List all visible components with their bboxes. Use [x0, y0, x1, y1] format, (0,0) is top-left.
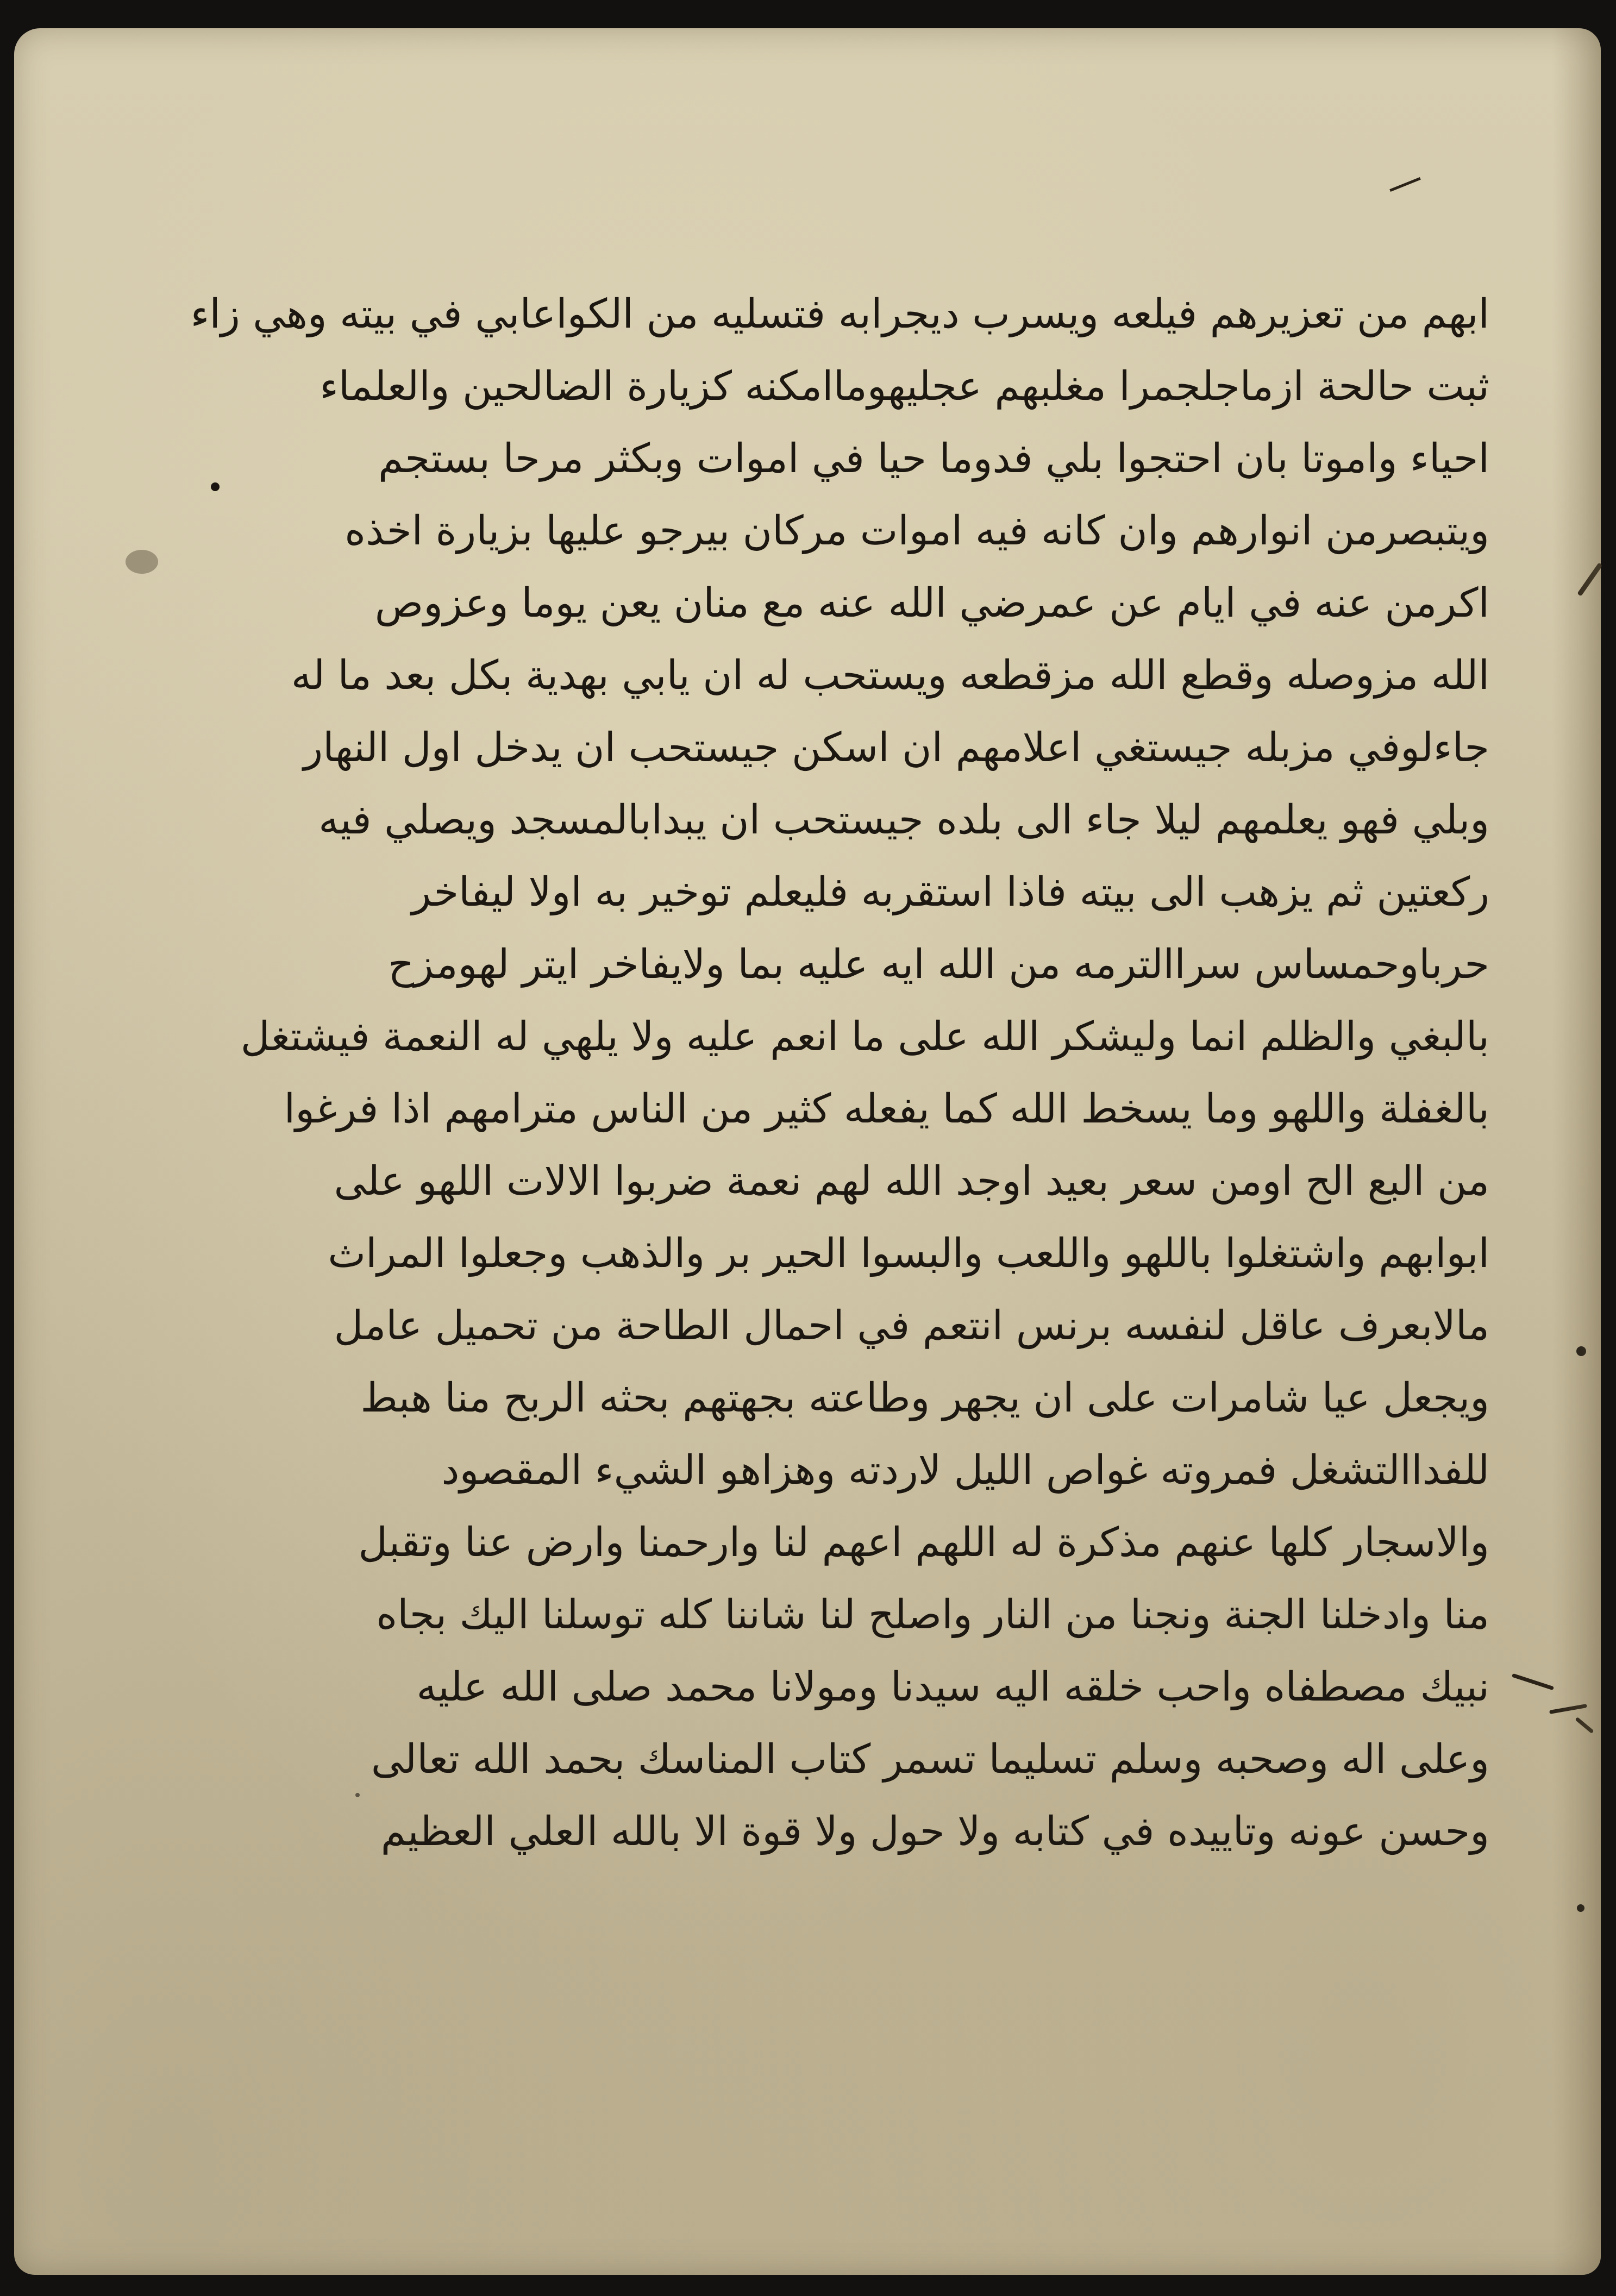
- margin-stroke: [1549, 1704, 1587, 1714]
- text-line: ركعتين ثم يزهب الى بيته فاذا استقربه فليعلم توخير به اولا ليفاخر: [411, 869, 1489, 915]
- margin-stroke: [1512, 1673, 1554, 1690]
- manuscript-page: [14, 28, 1601, 2275]
- margin-stroke: [1575, 1717, 1594, 1734]
- ink-stain: [126, 550, 158, 574]
- text-line: نبيك مصطفاه واحب خلقه اليه سيدنا ومولانا محمد صلى الله عليه: [416, 1664, 1489, 1710]
- text-line: الله مزوصله وقطع الله مزقطعه ويستحب له ان يابي بهدية بكل بعد ما له: [291, 652, 1489, 699]
- ink-spot: [355, 1793, 360, 1797]
- margin-stroke: [1577, 562, 1603, 597]
- text-line: بالغفلة واللهو وما يسخط الله كما يفعله كثير من الناس مترامهم اذا فرغوا: [284, 1086, 1489, 1132]
- text-line: احياء واموتا بان احتجوا بلي فدوما حيا في اموات وبكثر مرحا بستجم: [378, 435, 1489, 482]
- text-line: وعلى اله وصحبه وسلم تسليما تسمر كتاب المناسك بحمد الله تعالى: [371, 1736, 1489, 1783]
- text-line: ابوابهم واشتغلوا باللهو واللعب والبسوا الحير بر والذهب وجعلوا المراث: [328, 1230, 1489, 1277]
- ink-spot: [1577, 1904, 1584, 1912]
- text-line: حرباوحمساس سراالترمه من الله ايه عليه بما ولايفاخر ايتر لهومزح: [388, 941, 1489, 988]
- text-line: ابهم من تعزيرهم فيلعه ويسرب ديجرابه فتسليه من الكواعابي في بيته وهي زاء: [190, 291, 1489, 337]
- text-line: والاسجار كلها عنهم مذكرة له اللهم اعهم لنا وارحمنا وارض عنا وتقبل: [358, 1519, 1489, 1566]
- text-line: جاءلوفي مزبله جيستغي اعلامهم ان اسكن جيستحب ان يدخل اول النهار: [303, 724, 1489, 771]
- ink-spot: [211, 482, 220, 491]
- text-line: للفداالتشغل فمروته غواص الليل لاردته وهزاهو الشيء المقصود: [441, 1447, 1489, 1494]
- text-line: ويجعل عيا شامرات على ان يجهر وطاعته بجهتهم بحثه الربح منا هبط: [360, 1375, 1489, 1421]
- ink-spot: [1576, 1346, 1586, 1356]
- text-line: وحسن عونه وتاييده في كتابه ولا حول ولا قوة الا بالله العلي العظيم: [380, 1808, 1489, 1855]
- text-line: بالبغي والظلم انما وليشكر الله على ما انعم عليه ولا يلهي له النعمة فيشتغل: [240, 1013, 1489, 1060]
- margin-stroke: [1389, 177, 1421, 192]
- text-line: مالابعرف عاقل لنفسه برنس انتعم في احمال الطاحة من تحميل عامل: [334, 1302, 1489, 1349]
- text-line: ويتبصرمن انوارهم وان كانه فيه اموات مركان بيرجو عليها بزيارة اخذه: [345, 507, 1489, 554]
- text-line: منا وادخلنا الجنة ونجنا من النار واصلح لنا شاننا كله توسلنا اليك بجاه: [376, 1591, 1489, 1638]
- text-line: وبلي فهو يعلمهم ليلا جاء الى بلده جيستحب ان يبدابالمسجد ويصلي فيه: [318, 796, 1489, 843]
- text-line: اكرمن عنه في ايام عن عمرضي الله عنه مع منان يعن يوما وعزوص: [374, 580, 1489, 626]
- text-line: ثبت حالحة ازماجلجمرا مغلبهم عجليهوماامكنه كزيارة الضالحين والعلماء: [320, 363, 1489, 410]
- text-line: من البع الح اومن سعر بعيد اوجد الله لهم نعمة ضربوا الالات اللهو على: [334, 1158, 1489, 1205]
- manuscript-text-block: [190, 278, 1489, 1868]
